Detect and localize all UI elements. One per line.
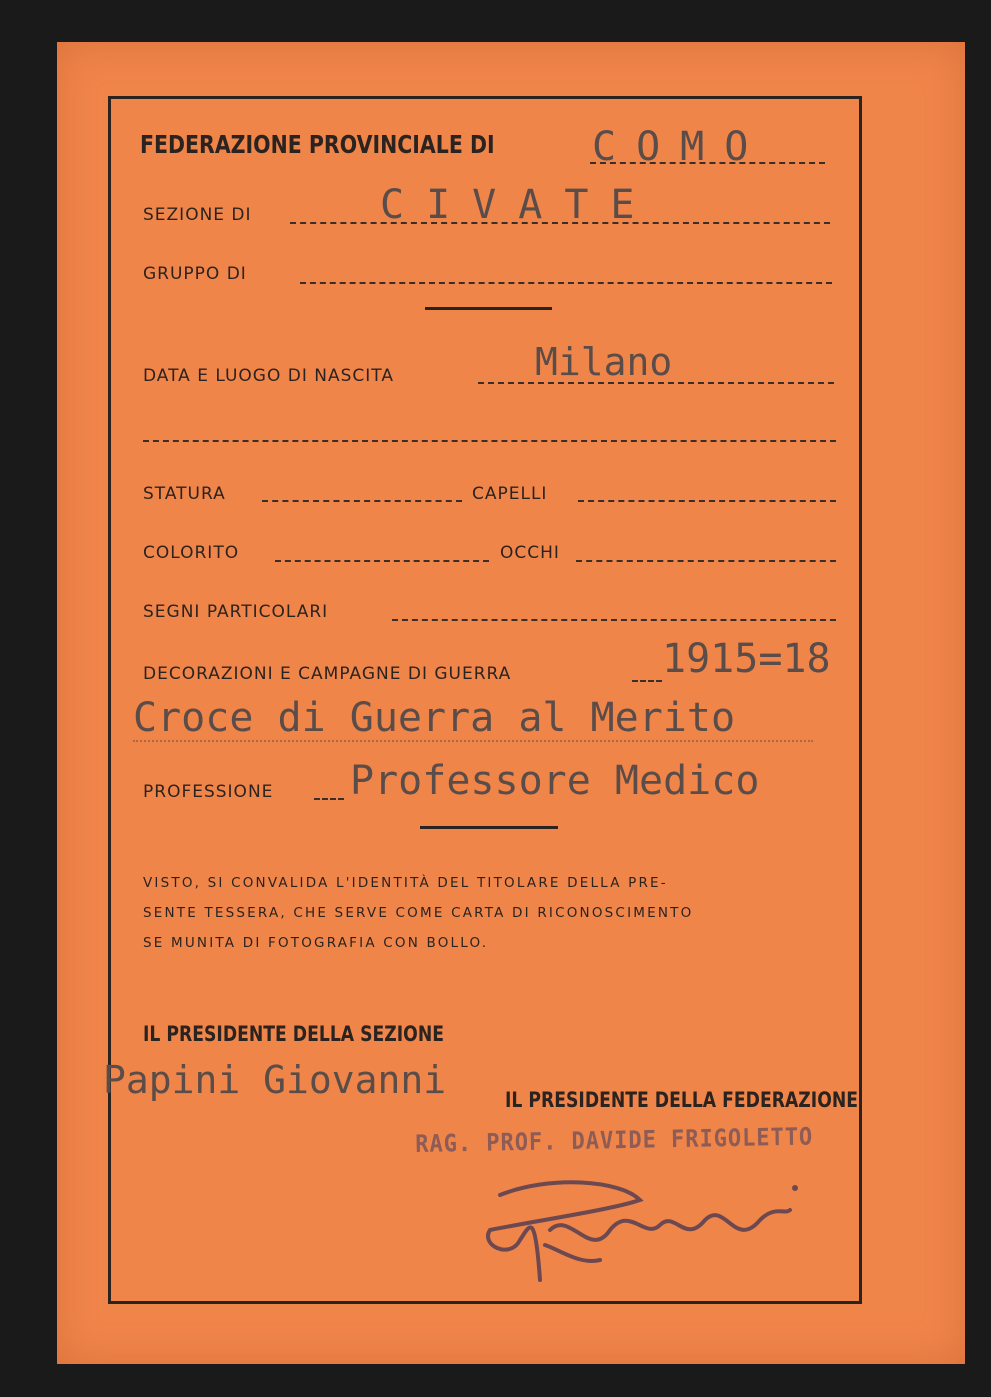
federation-label: FEDERAZIONE PROVINCIALE DI <box>140 130 495 159</box>
hair-dotted-line <box>578 500 836 502</box>
federation-value: COMO <box>592 124 769 170</box>
profession-label: PROFESSIONE <box>143 782 274 802</box>
section-president-label: IL PRESIDENTE DELLA SEZIONE <box>143 1022 445 1046</box>
birth-value: Milano <box>535 340 673 384</box>
eyes-dotted-line <box>576 560 836 562</box>
decorations-dotted-line <box>632 680 662 682</box>
section-president-name: Papini Giovanni <box>103 1058 447 1102</box>
height-dotted-line <box>262 500 462 502</box>
decorations-value: 1915=18 <box>662 636 831 682</box>
birth-dotted-line-2 <box>143 440 836 442</box>
validation-line-1: VISTO, SI CONVALIDA L'IDENTITÀ DEL TITOLARE DELLA PRE- <box>143 875 668 891</box>
federation-president-stamp: RAG. PROF. DAVIDE FRIGOLETTO <box>415 1122 814 1158</box>
eyes-label: OCCHI <box>500 543 560 563</box>
birth-label: DATA E LUOGO DI NASCITA <box>143 366 394 386</box>
marks-label: SEGNI PARTICOLARI <box>143 602 329 622</box>
decorations-label: DECORAZIONI E CAMPAGNE DI GUERRA <box>143 664 512 684</box>
signature <box>460 1170 820 1300</box>
decorations-dotted-line-2 <box>133 740 813 742</box>
divider-top <box>425 307 552 310</box>
height-label: STATURA <box>143 484 226 504</box>
complexion-label: COLORITO <box>143 543 240 563</box>
section-label: SEZIONE DI <box>143 205 252 225</box>
profession-dotted-line <box>314 798 344 800</box>
complexion-dotted-line <box>275 560 489 562</box>
group-dotted-line <box>300 282 832 284</box>
marks-dotted-line <box>392 619 836 621</box>
validation-line-3: SE MUNITA DI FOTOGRAFIA CON BOLLO. <box>143 935 489 951</box>
divider-bottom <box>420 826 558 829</box>
decorations-value-line2: Croce di Guerra al Merito <box>133 695 736 741</box>
hair-label: CAPELLI <box>472 484 548 504</box>
federation-president-label: IL PRESIDENTE DELLA FEDERAZIONE <box>505 1088 859 1112</box>
validation-line-2: SENTE TESSERA, CHE SERVE COME CARTA DI RICONOSCIMENTO <box>143 905 694 921</box>
section-value: CIVATE <box>380 182 657 228</box>
profession-value: Professore Medico <box>350 758 760 804</box>
group-label: GRUPPO DI <box>143 264 247 284</box>
